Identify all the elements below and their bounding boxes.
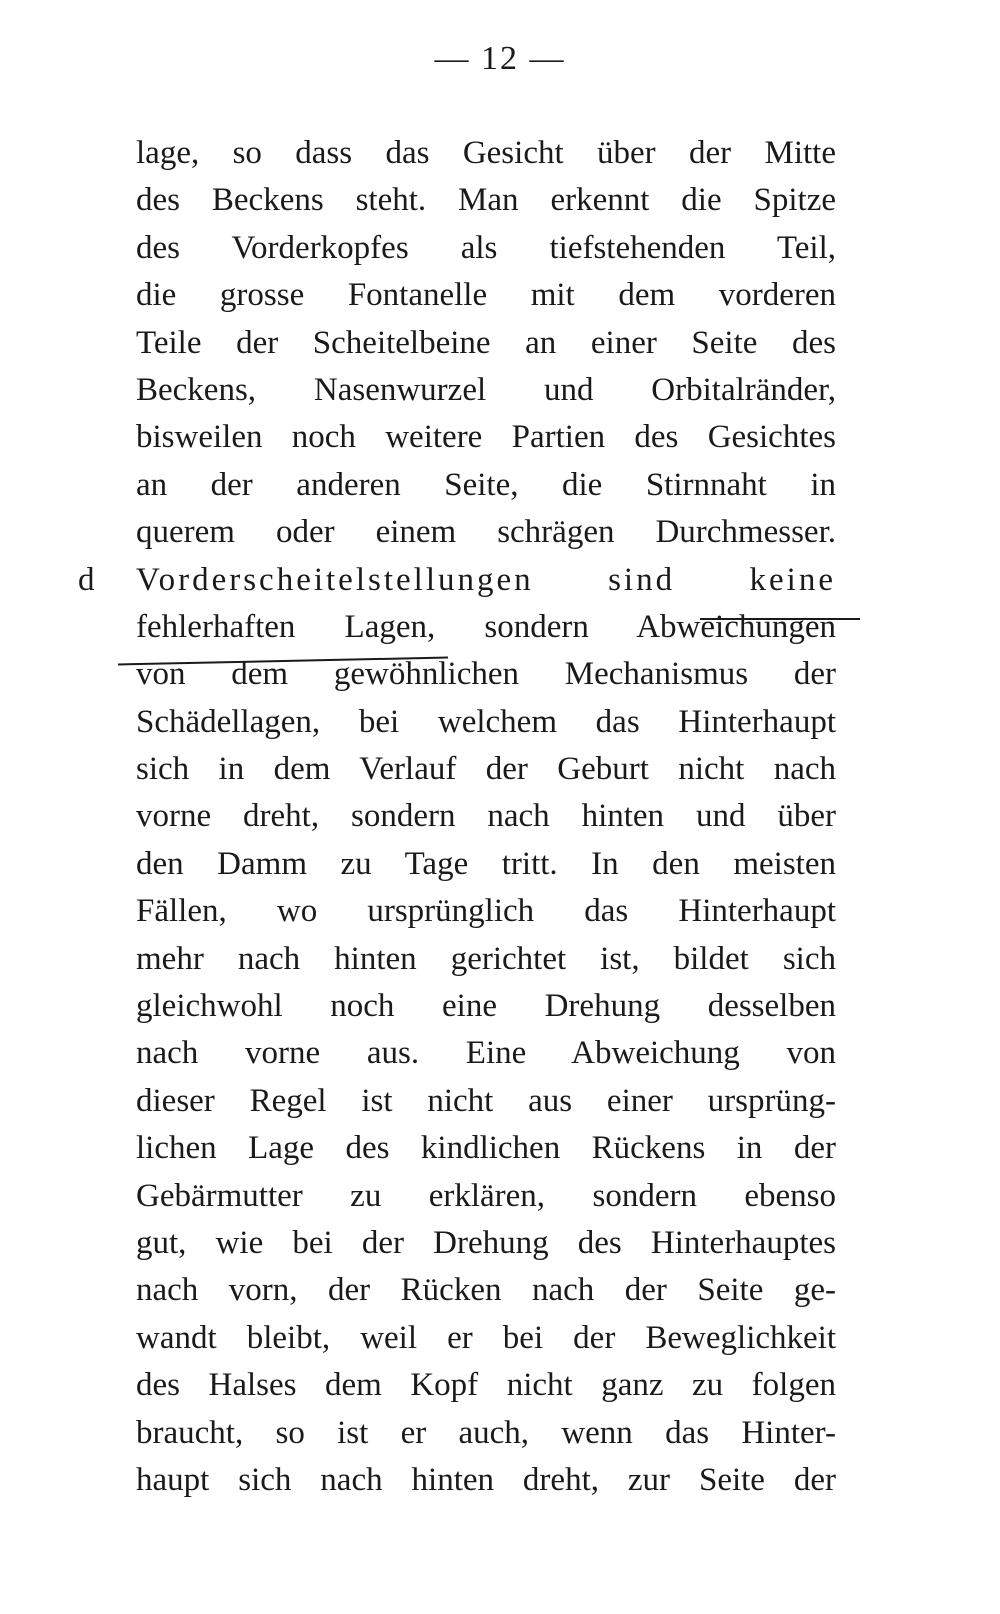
- text-line: nach vorn, der Rücken nach der Seite ge-: [136, 1272, 836, 1309]
- text-line: bisweilen noch weitere Partien des Gesichtes: [136, 419, 836, 456]
- text-line: gut, wie bei der Drehung des Hinterhauptes: [136, 1224, 836, 1261]
- text-line: des Vorderkopfes als tiefstehenden Teil,: [136, 229, 836, 266]
- margin-mark: d: [78, 561, 98, 598]
- text-line: den Damm zu Tage tritt. In den meisten: [136, 845, 836, 882]
- text-line: fehlerhaften Lagen, sondern Abweichungen: [136, 608, 836, 645]
- text-line: querem oder einem schrägen Durchmesser.: [136, 514, 836, 551]
- text-line: die grosse Fontanelle mit dem vorderen: [136, 277, 836, 314]
- text-line: an der anderen Seite, die Stirnnaht in: [136, 466, 836, 503]
- text-line: vorne dreht, sondern nach hinten und über: [136, 798, 836, 835]
- page-number: — 12 —: [434, 40, 566, 77]
- text-line: Schädellagen, bei welchem das Hinterhaupt: [136, 703, 836, 740]
- text-line: haupt sich nach hinten dreht, zur Seite der: [136, 1461, 836, 1498]
- text-line: gleichwohl noch eine Drehung desselben: [136, 988, 836, 1025]
- text-line: von dem gewöhnlichen Mechanismus der: [136, 656, 836, 693]
- text-line: lichen Lage des kindlichen Rückens in der: [136, 1130, 836, 1167]
- text-line: Teile der Scheitelbeine an einer Seite des: [136, 324, 836, 361]
- text-line: Beckens, Nasenwurzel und Orbitalränder,: [136, 371, 836, 408]
- text-line: lage, so dass das Gesicht über der Mitte: [136, 135, 836, 171]
- text-line: Fällen, wo ursprünglich das Hinterhaupt: [136, 893, 836, 930]
- text-line: nach vorne aus. Eine Abweichung von: [136, 1035, 836, 1072]
- text-line: des Beckens steht. Man erkennt die Spitze: [136, 182, 836, 219]
- text-line: mehr nach hinten gerichtet ist, bildet sich: [136, 940, 836, 977]
- text-line: sich in dem Verlauf der Geburt nicht nach: [136, 751, 836, 788]
- text-line: wandt bleibt, weil er bei der Beweglichkeit: [136, 1319, 836, 1356]
- text-line-with-margin-mark: [78, 557, 836, 604]
- body-text: [78, 130, 836, 1504]
- text-line: Vorderscheitelstellungen sind keine: [136, 561, 836, 598]
- text-line: braucht, so ist er auch, wenn das Hinter-: [136, 1414, 836, 1451]
- text-line: Gebärmutter zu erklären, sondern ebenso: [136, 1177, 836, 1214]
- text-line: des Halses dem Kopf nicht ganz zu folgen: [136, 1367, 836, 1404]
- text-line: dieser Regel ist nicht aus einer ursprüng-: [136, 1082, 836, 1119]
